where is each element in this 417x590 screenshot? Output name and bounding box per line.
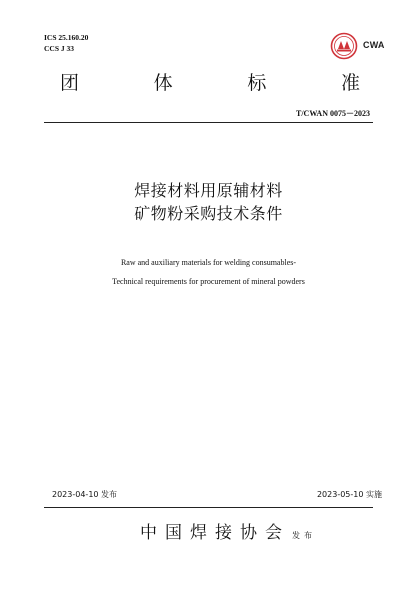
ics-code: ICS 25.160.20 [44,33,89,42]
title-english-line1: Raw and auxiliary materials for welding consumables- [120,258,297,267]
standard-number: T/CWAN 0075－2023 [295,109,370,118]
cwa-logo [330,32,388,60]
standard-type-heading [60,68,360,98]
logo-text: CWA [363,40,385,50]
top-divider [44,122,373,123]
issue-date: 2023-04-10 发布 [52,490,118,499]
title-chinese-line2: 矿物粉采购技术条件 [134,204,283,223]
publisher-suffix: 发布 [292,531,316,540]
cwa-emblem-icon [330,32,360,60]
bottom-divider [44,507,373,508]
title-chinese-line1: 焊接材料用原辅材料 [134,181,283,200]
classification-codes [44,32,88,54]
publisher-name: 中国焊接协会 [140,523,290,543]
standard-type-char: 体 [153,72,173,94]
standard-type-char: 标 [247,72,267,94]
title-english-line2: Technical requirements for procurement of mineral powders [112,277,305,286]
standard-type-char: 团 [60,72,80,94]
ccs-code: CCS J 33 [44,44,75,53]
publisher [140,518,316,543]
implementation-date: 2023-05-10 实施 [316,490,382,499]
standard-type-char: 准 [340,72,360,94]
